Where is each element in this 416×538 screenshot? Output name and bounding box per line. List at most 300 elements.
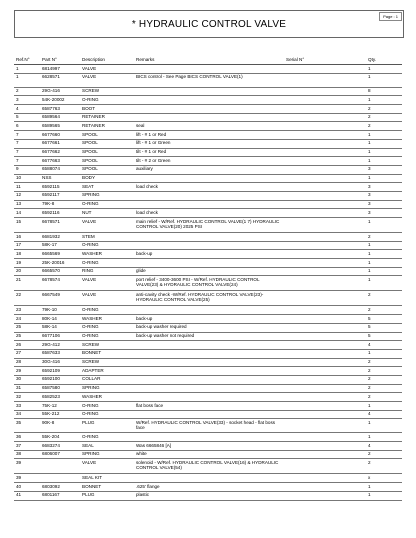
- table-row: [14, 209, 402, 218]
- table-row: [14, 276, 402, 291]
- table-row: [14, 65, 402, 74]
- cell-qty: 1: [366, 148, 402, 157]
- cell-part-number: 6592116: [40, 209, 80, 218]
- cell-serial: [284, 218, 366, 233]
- cell-serial: [284, 410, 366, 419]
- cell-description: O-RING: [80, 410, 134, 419]
- cell-serial: [284, 209, 366, 218]
- cell-part-number: 80K-14: [40, 315, 80, 324]
- cell-serial: [284, 450, 366, 459]
- cell-ref: 28: [14, 358, 40, 367]
- cell-ref: 25: [14, 323, 40, 332]
- cell-remarks: load check: [134, 209, 284, 218]
- table-row: [14, 332, 402, 341]
- cell-qty: 1: [366, 157, 402, 166]
- cell-ref: 40: [14, 483, 40, 492]
- cell-qty: 2: [366, 105, 402, 114]
- table-row: [14, 165, 402, 174]
- cell-description: BONNET: [80, 483, 134, 492]
- cell-part-number: 79K-8: [40, 200, 80, 209]
- cell-serial: [284, 291, 366, 306]
- cell-part-number: 6587580: [40, 384, 80, 393]
- cell-ref: 39: [14, 459, 40, 474]
- page-number: Page : 1: [379, 12, 402, 21]
- cell-description: O-RING: [80, 306, 134, 315]
- page-title: * HYDRAULIC CONTROL VALVE: [14, 10, 404, 38]
- table-row: [14, 393, 402, 402]
- cell-serial: [284, 87, 366, 96]
- table-row: [14, 267, 402, 276]
- table-row: [14, 87, 402, 96]
- cell-serial: [284, 267, 366, 276]
- cell-description: SCREW: [80, 341, 134, 350]
- cell-part-number: 6681932: [40, 233, 80, 242]
- cell-ref: 13: [14, 200, 40, 209]
- cell-ref: 18: [14, 250, 40, 259]
- cell-qty: 1: [366, 483, 402, 492]
- cell-remarks: tilt - # 2 or Green: [134, 157, 284, 166]
- cell-qty: 5: [366, 315, 402, 324]
- cell-part-number: 6582523: [40, 393, 80, 402]
- cell-part-number: 90K-8: [40, 419, 80, 433]
- cell-serial: [284, 131, 366, 140]
- cell-remarks: [134, 200, 284, 209]
- cell-qty: 3: [366, 200, 402, 209]
- cell-description: PLUG: [80, 419, 134, 433]
- cell-remarks: [134, 233, 284, 242]
- table-row: [14, 306, 402, 315]
- cell-serial: [284, 474, 366, 483]
- cell-remarks: [134, 349, 284, 358]
- cell-ref: 36: [14, 433, 40, 442]
- cell-part-number: 6803092: [40, 483, 80, 492]
- cell-serial: [284, 73, 366, 87]
- cell-remarks: tilt - # 1 or Red: [134, 148, 284, 157]
- cell-part-number: 6628571: [40, 73, 80, 87]
- cell-remarks: [134, 341, 284, 350]
- cell-qty: 2: [366, 113, 402, 122]
- parts-table: [14, 56, 402, 501]
- cell-description: O-RING: [80, 402, 134, 411]
- cell-serial: [284, 375, 366, 384]
- cell-part-number: 54K-20002: [40, 96, 80, 105]
- table-row: [14, 113, 402, 122]
- cell-ref: 17: [14, 241, 40, 250]
- table-row: [14, 402, 402, 411]
- cell-ref: 9: [14, 165, 40, 174]
- cell-ref: 34: [14, 410, 40, 419]
- cell-qty: 2: [366, 122, 402, 131]
- cell-description: VALVE: [80, 276, 134, 291]
- cell-remarks: lift - # 1 or Red: [134, 131, 284, 140]
- cell-qty: 4: [366, 442, 402, 451]
- cell-qty: 2: [366, 367, 402, 376]
- cell-part-number: 6587633: [40, 349, 80, 358]
- table-row: [14, 250, 402, 259]
- table-row: [14, 183, 402, 192]
- cell-part-number: 6806007: [40, 450, 80, 459]
- table-row: [14, 349, 402, 358]
- cell-part-number: 79K-10: [40, 306, 80, 315]
- cell-serial: [284, 367, 366, 376]
- cell-remarks: flat boss face: [134, 402, 284, 411]
- cell-ref: 41: [14, 491, 40, 500]
- cell-remarks: [134, 174, 284, 183]
- cell-description: VALVE: [80, 73, 134, 87]
- table-row: [14, 323, 402, 332]
- table-row: [14, 200, 402, 209]
- cell-ref: 37: [14, 442, 40, 451]
- cell-qty: 2: [366, 393, 402, 402]
- cell-serial: [284, 183, 366, 192]
- cell-ref: 1: [14, 65, 40, 74]
- cell-remarks: [134, 241, 284, 250]
- cell-part-number: 25K-20016: [40, 259, 80, 268]
- cell-ref: 32: [14, 393, 40, 402]
- cell-remarks: [134, 384, 284, 393]
- header-description: Description: [80, 56, 134, 65]
- table-row: [14, 73, 402, 87]
- table-row: [14, 315, 402, 324]
- cell-ref: 38: [14, 450, 40, 459]
- cell-ref: 7: [14, 131, 40, 140]
- table-row: [14, 241, 402, 250]
- table-row: [14, 218, 402, 233]
- cell-part-number: 6589564: [40, 113, 80, 122]
- cell-ref: 27: [14, 349, 40, 358]
- cell-description: STEM: [80, 233, 134, 242]
- cell-description: O-RING: [80, 433, 134, 442]
- cell-part-number: 6814997: [40, 65, 80, 74]
- cell-description: SPRING: [80, 450, 134, 459]
- table-row: [14, 174, 402, 183]
- cell-description: O-RING: [80, 241, 134, 250]
- cell-description: NUT: [80, 209, 134, 218]
- cell-part-number: 55K-204: [40, 433, 80, 442]
- cell-qty: 3: [366, 191, 402, 200]
- cell-part-number: NSS: [40, 174, 80, 183]
- cell-description: VALVE: [80, 291, 134, 306]
- cell-remarks: [134, 375, 284, 384]
- cell-description: SPOOL: [80, 131, 134, 140]
- cell-serial: [284, 165, 366, 174]
- cell-part-number: 29G-412: [40, 341, 80, 350]
- cell-remarks: back-up: [134, 250, 284, 259]
- cell-part-number: [40, 474, 80, 483]
- cell-part-number: 6677660: [40, 131, 80, 140]
- cell-remarks: [134, 191, 284, 200]
- cell-part-number: 6589565: [40, 122, 80, 131]
- table-row: [14, 433, 402, 442]
- cell-description: SEAL KIT: [80, 474, 134, 483]
- cell-ref: 24: [14, 315, 40, 324]
- cell-qty: 3: [366, 183, 402, 192]
- cell-qty: 2: [366, 233, 402, 242]
- cell-serial: [284, 341, 366, 350]
- cell-description: O-RING: [80, 96, 134, 105]
- cell-part-number: 6677106: [40, 332, 80, 341]
- cell-ref: 6: [14, 122, 40, 131]
- cell-ref: 26: [14, 341, 40, 350]
- cell-remarks: [134, 367, 284, 376]
- cell-description: RING: [80, 267, 134, 276]
- cell-description: SEAL: [80, 442, 134, 451]
- table-row: [14, 139, 402, 148]
- cell-remarks: back-up washer required: [134, 323, 284, 332]
- cell-qty: 1: [366, 419, 402, 433]
- cell-description: BONNET: [80, 349, 134, 358]
- header-part: Part N°: [40, 56, 80, 65]
- cell-remarks: glide: [134, 267, 284, 276]
- cell-ref: 2: [14, 87, 40, 96]
- cell-description: O-RING: [80, 332, 134, 341]
- cell-part-number: 6592117: [40, 191, 80, 200]
- cell-serial: [284, 174, 366, 183]
- table-row: [14, 410, 402, 419]
- table-row: [14, 419, 402, 433]
- cell-qty: 1: [366, 131, 402, 140]
- header-serial: Serial N°: [284, 56, 366, 65]
- cell-qty: 2: [366, 291, 402, 306]
- cell-qty: 4: [366, 341, 402, 350]
- cell-ref: 7: [14, 139, 40, 148]
- table-row: [14, 131, 402, 140]
- cell-description: SEAT: [80, 183, 134, 192]
- table-row: [14, 191, 402, 200]
- cell-remarks: [134, 433, 284, 442]
- cell-ref: 7: [14, 148, 40, 157]
- cell-description: WASHER: [80, 393, 134, 402]
- cell-serial: [284, 358, 366, 367]
- cell-description: SPOOL: [80, 165, 134, 174]
- cell-serial: [284, 122, 366, 131]
- cell-serial: [284, 315, 366, 324]
- cell-serial: [284, 250, 366, 259]
- cell-qty: 1: [366, 96, 402, 105]
- cell-part-number: 6678571: [40, 218, 80, 233]
- cell-remarks: [134, 65, 284, 74]
- cell-description: WASHER: [80, 315, 134, 324]
- cell-ref: 1: [14, 73, 40, 87]
- cell-remarks: port relief - 3400-3600 PSI - W/Ref. HYDRAULIC CONTROL VALVE(23) & HYDRAULIC CONTROL VALVE(24): [134, 276, 284, 291]
- cell-remarks: load check: [134, 183, 284, 192]
- cell-description: O-RING: [80, 259, 134, 268]
- cell-remarks: seal: [134, 122, 284, 131]
- cell-description: O-RING: [80, 200, 134, 209]
- cell-part-number: 58K-14: [40, 323, 80, 332]
- cell-description: RETAINER: [80, 113, 134, 122]
- cell-description: SPOOL: [80, 139, 134, 148]
- table-row: [14, 157, 402, 166]
- cell-description: BOOT: [80, 105, 134, 114]
- cell-serial: [284, 393, 366, 402]
- cell-description: ADAPTER: [80, 367, 134, 376]
- cell-qty: 1: [366, 276, 402, 291]
- cell-remarks: [134, 87, 284, 96]
- cell-part-number: 6667549: [40, 291, 80, 306]
- cell-description: PLUG: [80, 491, 134, 500]
- cell-description: SCREW: [80, 87, 134, 96]
- cell-qty: 1: [366, 65, 402, 74]
- cell-serial: [284, 200, 366, 209]
- cell-qty: 1: [366, 491, 402, 500]
- cell-part-number: [40, 459, 80, 474]
- table-row: [14, 291, 402, 306]
- cell-remarks: [134, 474, 284, 483]
- cell-qty: 1: [366, 349, 402, 358]
- cell-serial: [284, 491, 366, 500]
- cell-part-number: 6677662: [40, 148, 80, 157]
- cell-serial: [284, 332, 366, 341]
- table-header-row: [14, 56, 402, 65]
- cell-description: O-RING: [80, 323, 134, 332]
- cell-remarks: back-up: [134, 315, 284, 324]
- cell-remarks: [134, 393, 284, 402]
- cell-serial: [284, 459, 366, 474]
- cell-ref: 22: [14, 291, 40, 306]
- cell-ref: 12: [14, 191, 40, 200]
- cell-serial: [284, 139, 366, 148]
- cell-part-number: 6592109: [40, 367, 80, 376]
- header-qty: Qty.: [366, 56, 402, 65]
- table-row: [14, 375, 402, 384]
- cell-remarks: .625' flange: [134, 483, 284, 492]
- cell-serial: [284, 113, 366, 122]
- cell-remarks: plastic: [134, 491, 284, 500]
- cell-ref: 30: [14, 375, 40, 384]
- cell-qty: 3: [366, 209, 402, 218]
- table-row: [14, 367, 402, 376]
- cell-part-number: 6678574: [40, 276, 80, 291]
- cell-remarks: auxiliary: [134, 165, 284, 174]
- cell-description: SPRING: [80, 384, 134, 393]
- table-row: [14, 105, 402, 114]
- cell-ref: 39: [14, 474, 40, 483]
- cell-serial: [284, 233, 366, 242]
- cell-serial: [284, 323, 366, 332]
- header-ref: Ref.N°: [14, 56, 40, 65]
- cell-qty: 1: [366, 139, 402, 148]
- cell-qty: 1: [366, 174, 402, 183]
- cell-serial: [284, 65, 366, 74]
- cell-ref: 11: [14, 183, 40, 192]
- cell-qty: 1: [366, 267, 402, 276]
- cell-serial: [284, 96, 366, 105]
- cell-remarks: lift - # 1 or Green: [134, 139, 284, 148]
- cell-serial: [284, 241, 366, 250]
- cell-part-number: 75K-12: [40, 402, 80, 411]
- cell-qty: 1: [366, 241, 402, 250]
- cell-ref: 25: [14, 332, 40, 341]
- cell-ref: 31: [14, 384, 40, 393]
- cell-ref: 29: [14, 367, 40, 376]
- cell-description: VALVE: [80, 65, 134, 74]
- cell-serial: [284, 442, 366, 451]
- cell-qty: 3: [366, 165, 402, 174]
- table-row: [14, 358, 402, 367]
- cell-qty: 1: [366, 402, 402, 411]
- cell-ref: 10: [14, 174, 40, 183]
- cell-description: VALVE: [80, 218, 134, 233]
- table-row: [14, 259, 402, 268]
- cell-description: SPOOL: [80, 148, 134, 157]
- cell-part-number: 6665570: [40, 267, 80, 276]
- cell-description: WASHER: [80, 250, 134, 259]
- cell-serial: [284, 419, 366, 433]
- cell-description: RETAINER: [80, 122, 134, 131]
- cell-part-number: 29G-416: [40, 87, 80, 96]
- table-row: [14, 450, 402, 459]
- cell-part-number: 6683274: [40, 442, 80, 451]
- cell-ref: 19: [14, 259, 40, 268]
- cell-serial: [284, 157, 366, 166]
- cell-ref: 16: [14, 233, 40, 242]
- table-row: [14, 442, 402, 451]
- cell-serial: [284, 105, 366, 114]
- cell-part-number: 6677661: [40, 139, 80, 148]
- cell-ref: 7: [14, 157, 40, 166]
- cell-part-number: 30G-416: [40, 358, 80, 367]
- cell-part-number: 6588074: [40, 165, 80, 174]
- cell-remarks: anti-cavity check -W/Ref. HYDRAULIC CONTROL VALVE(23)-HYDRAULIC CONTROL VALVE(25): [134, 291, 284, 306]
- cell-qty: 1: [366, 250, 402, 259]
- table-row: [14, 459, 402, 474]
- cell-part-number: 55K-212: [40, 410, 80, 419]
- cell-description: VALVE: [80, 459, 134, 474]
- cell-remarks: BICS control - See Page BICS CONTROL VALVE(1): [134, 73, 284, 87]
- cell-remarks: solenoid - W/Ref. HYDRAULIC CONTROL VALVE(16) & HYDRAULIC CONTROL VALVE(54): [134, 459, 284, 474]
- cell-ref: 3: [14, 96, 40, 105]
- cell-ref: 5: [14, 113, 40, 122]
- cell-part-number: 6592115: [40, 183, 80, 192]
- cell-qty: 2: [366, 306, 402, 315]
- cell-remarks: W/Ref. HYDRAULIC CONTROL VALVE(33) - socket head - flat boss face: [134, 419, 284, 433]
- cell-qty: 2: [366, 459, 402, 474]
- cell-part-number: 6665569: [40, 250, 80, 259]
- cell-remarks: [134, 259, 284, 268]
- cell-ref: 21: [14, 276, 40, 291]
- cell-part-number: 6801167: [40, 491, 80, 500]
- cell-remarks: [134, 358, 284, 367]
- cell-qty: 2: [366, 384, 402, 393]
- cell-qty: x: [366, 474, 402, 483]
- cell-qty: 4: [366, 410, 402, 419]
- cell-description: SCREW: [80, 358, 134, 367]
- table-row: [14, 491, 402, 500]
- table-row: [14, 148, 402, 157]
- cell-serial: [284, 148, 366, 157]
- cell-remarks: [134, 113, 284, 122]
- cell-part-number: 6587763: [40, 105, 80, 114]
- cell-remarks: [134, 105, 284, 114]
- header-remarks: Remarks: [134, 56, 284, 65]
- cell-ref: 4: [14, 105, 40, 114]
- cell-ref: 14: [14, 209, 40, 218]
- cell-remarks: [134, 410, 284, 419]
- table-row: [14, 384, 402, 393]
- cell-description: BODY: [80, 174, 134, 183]
- cell-qty: 1: [366, 433, 402, 442]
- cell-description: COLLAR: [80, 375, 134, 384]
- cell-part-number: 6677663: [40, 157, 80, 166]
- table-row: [14, 96, 402, 105]
- table-row: [14, 233, 402, 242]
- cell-part-number: 6592100: [40, 375, 80, 384]
- cell-serial: [284, 306, 366, 315]
- cell-ref: 23: [14, 306, 40, 315]
- cell-remarks: [134, 306, 284, 315]
- cell-ref: 33: [14, 402, 40, 411]
